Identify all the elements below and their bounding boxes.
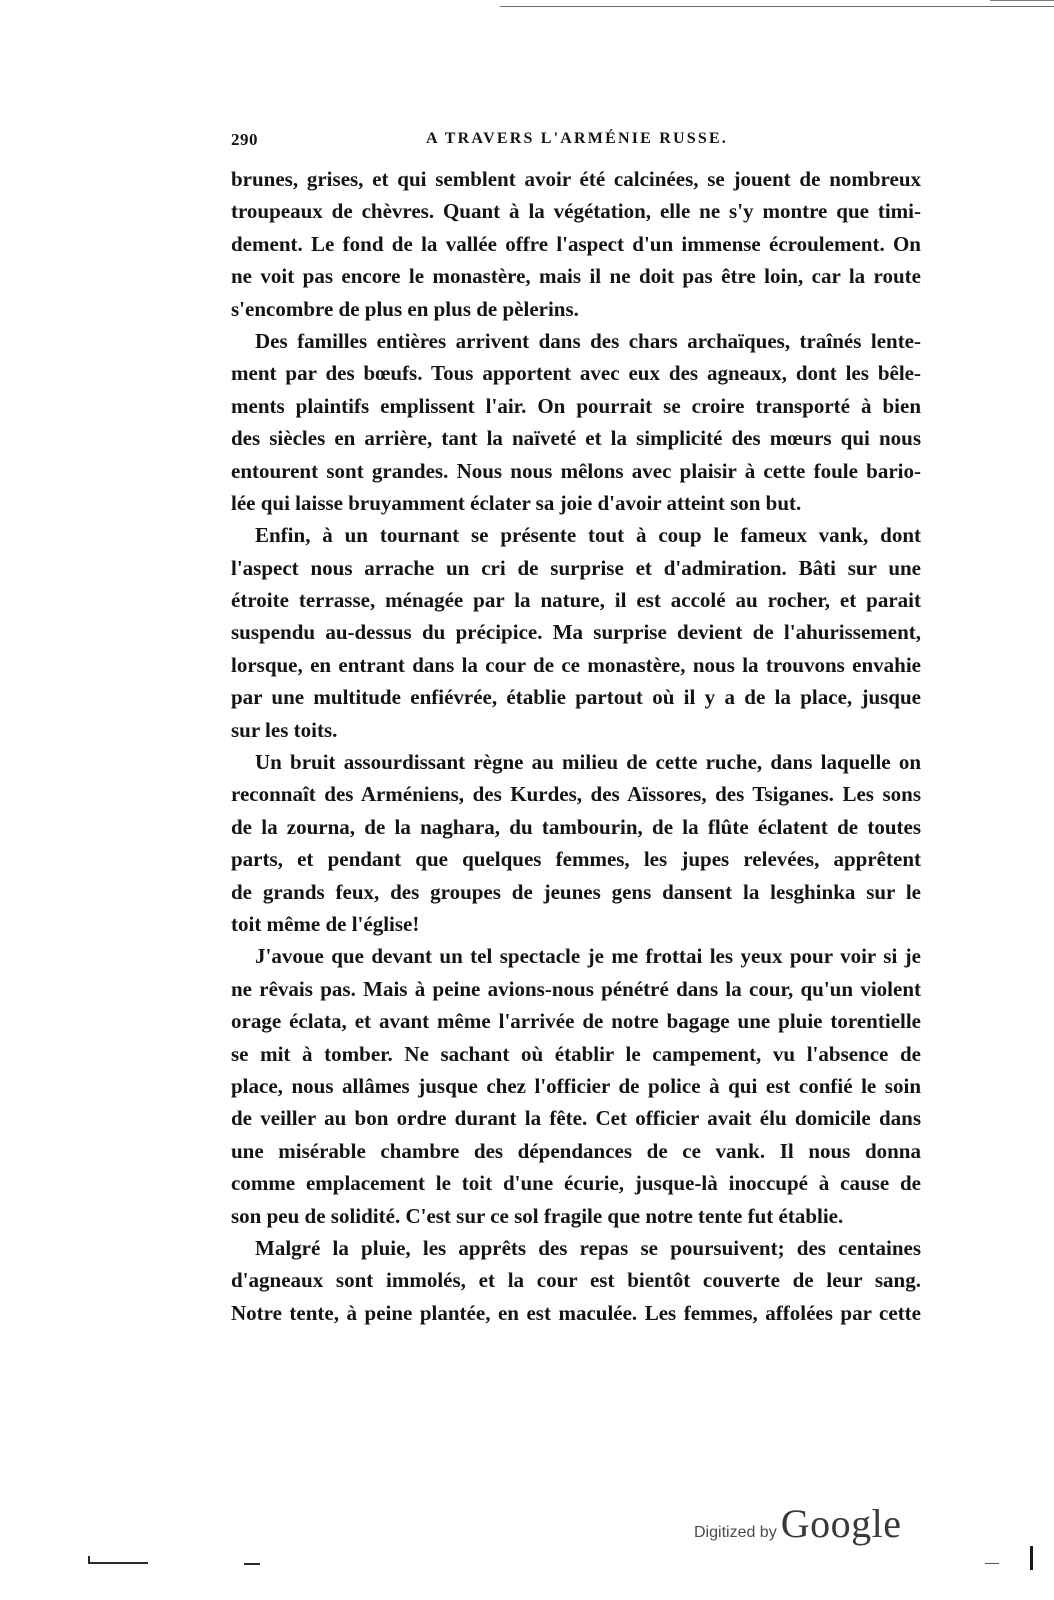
text-line: Des familles entières arrivent dans des chars archaïques, traînés lente-	[255, 328, 921, 353]
text-line: reconnaît des Arméniens, des Kurdes, des Aïssores, des Tsiganes. Les sons	[231, 782, 921, 807]
page-number: 290	[231, 130, 258, 149]
scan-edge-bottom-right-rule	[985, 1563, 999, 1564]
digitized-by-google-mark	[694, 1500, 901, 1550]
digitized-by-label: Digitized by	[694, 1524, 777, 1541]
text-line: dement. Le fond de la vallée offre l'aspect d'un immense écroulement. On	[231, 231, 921, 256]
text-line: étroite terrasse, ménagée par la nature, il est accolé au rocher, et parait	[231, 588, 921, 613]
text-line: parts, et pendant que quelques femmes, les jupes relevées, apprêtent	[231, 847, 921, 872]
text-line: troupeaux de chèvres. Quant à la végétation, elle ne s'y montre que timi-	[231, 199, 921, 224]
text-line: son peu de solidité. C'est sur ce sol fragile que notre tente fut établie.	[231, 1203, 844, 1228]
text-line: lée qui laisse bruyamment éclater sa joie d'avoir atteint son but.	[231, 490, 802, 515]
scan-edge-bottom-right	[1030, 1546, 1033, 1570]
text-line: brunes, grises, et qui semblent avoir été calcinées, se jouent de nombreux	[231, 167, 921, 191]
scan-edge-bottom-left-tick	[88, 1556, 90, 1564]
text-line: sur les toits.	[231, 717, 338, 742]
scan-edge-bottom-mid	[244, 1563, 260, 1565]
text-line: Enfin, à un tournant se présente tout à coup le fameux vank, dont	[255, 523, 921, 548]
scan-edge-top-rule	[500, 6, 1054, 7]
text-line: l'aspect nous arrache un cri de surprise et d'admiration. Bâti sur une	[231, 555, 921, 580]
text-line: ment par des bœufs. Tous apportent avec eux des agneaux, dont les bêle-	[231, 361, 921, 386]
text-line: des siècles en arrière, tant la naïveté et la simplicité des mœurs qui nous	[231, 426, 921, 451]
text-line: s'encombre de plus en plus de pèlerins.	[231, 296, 579, 321]
text-line: de grands feux, des groupes de jeunes gens dansent la lesghinka sur le	[231, 879, 921, 904]
text-line: orage éclata, et avant même l'arrivée de notre bagage une pluie torentielle	[231, 1009, 921, 1034]
text-line: Un bruit assourdissant règne au milieu de cette ruche, dans laquelle on	[255, 750, 921, 775]
text-line: J'avoue que devant un tel spectacle je me frottai les yeux pour voir si je	[255, 944, 921, 969]
scan-edge-top-tail	[990, 0, 1054, 1]
text-line: ne rêvais pas. Mais à peine avions-nous pénétré dans la cour, qu'un violent	[231, 976, 921, 1001]
text-line: place, nous allâmes jusque chez l'officier de police à qui est confié le soin	[231, 1073, 921, 1098]
running-head	[231, 126, 921, 156]
text-line: par une multitude enfiévrée, établie partout où il y a de la place, jusque	[231, 685, 921, 710]
text-line: se mit à tomber. Ne sachant où établir le campement, vu l'absence de	[231, 1041, 921, 1066]
text-line: ments plaintifs emplissent l'air. On pourrait se croire transporté à bien	[231, 393, 921, 418]
text-line: de la zourna, de la naghara, du tambourin, de la flûte éclatent de toutes	[231, 814, 921, 839]
text-line: lorsque, en entrant dans la cour de ce monastère, nous la trouvons envahie	[231, 652, 921, 677]
text-line: Notre tente, à peine plantée, en est maculée. Les femmes, affolées par cette	[231, 1300, 921, 1325]
body-text	[231, 163, 921, 1329]
text-line: suspendu au-dessus du précipice. Ma surprise devient de l'ahurissement,	[231, 620, 921, 645]
text-line: ne voit pas encore le monastère, mais il ne doit pas être loin, car la route	[231, 264, 921, 289]
text-line: entourent sont grandes. Nous nous mêlons avec plaisir à cette foule bario-	[231, 458, 921, 483]
text-line: comme emplacement le toit d'une écurie, jusque-là inoccupé à cause de	[231, 1171, 921, 1196]
text-line: de veiller au bon ordre durant la fête. Cet officier avait élu domicile dans	[231, 1106, 921, 1131]
text-line: Malgré la pluie, les apprêts des repas se poursuivent; des centaines	[255, 1235, 921, 1260]
scan-edge-bottom-left	[88, 1562, 148, 1564]
text-line: toit même de l'église!	[231, 911, 420, 936]
text-line: d'agneaux sont immolés, et la cour est bientôt couverte de leur sang.	[231, 1268, 921, 1293]
google-logo: Google	[780, 1501, 902, 1546]
text-line: une misérable chambre des dépendances de ce vank. Il nous donna	[231, 1138, 921, 1163]
running-title: A TRAVERS L'ARMÉNIE RUSSE.	[426, 130, 729, 147]
